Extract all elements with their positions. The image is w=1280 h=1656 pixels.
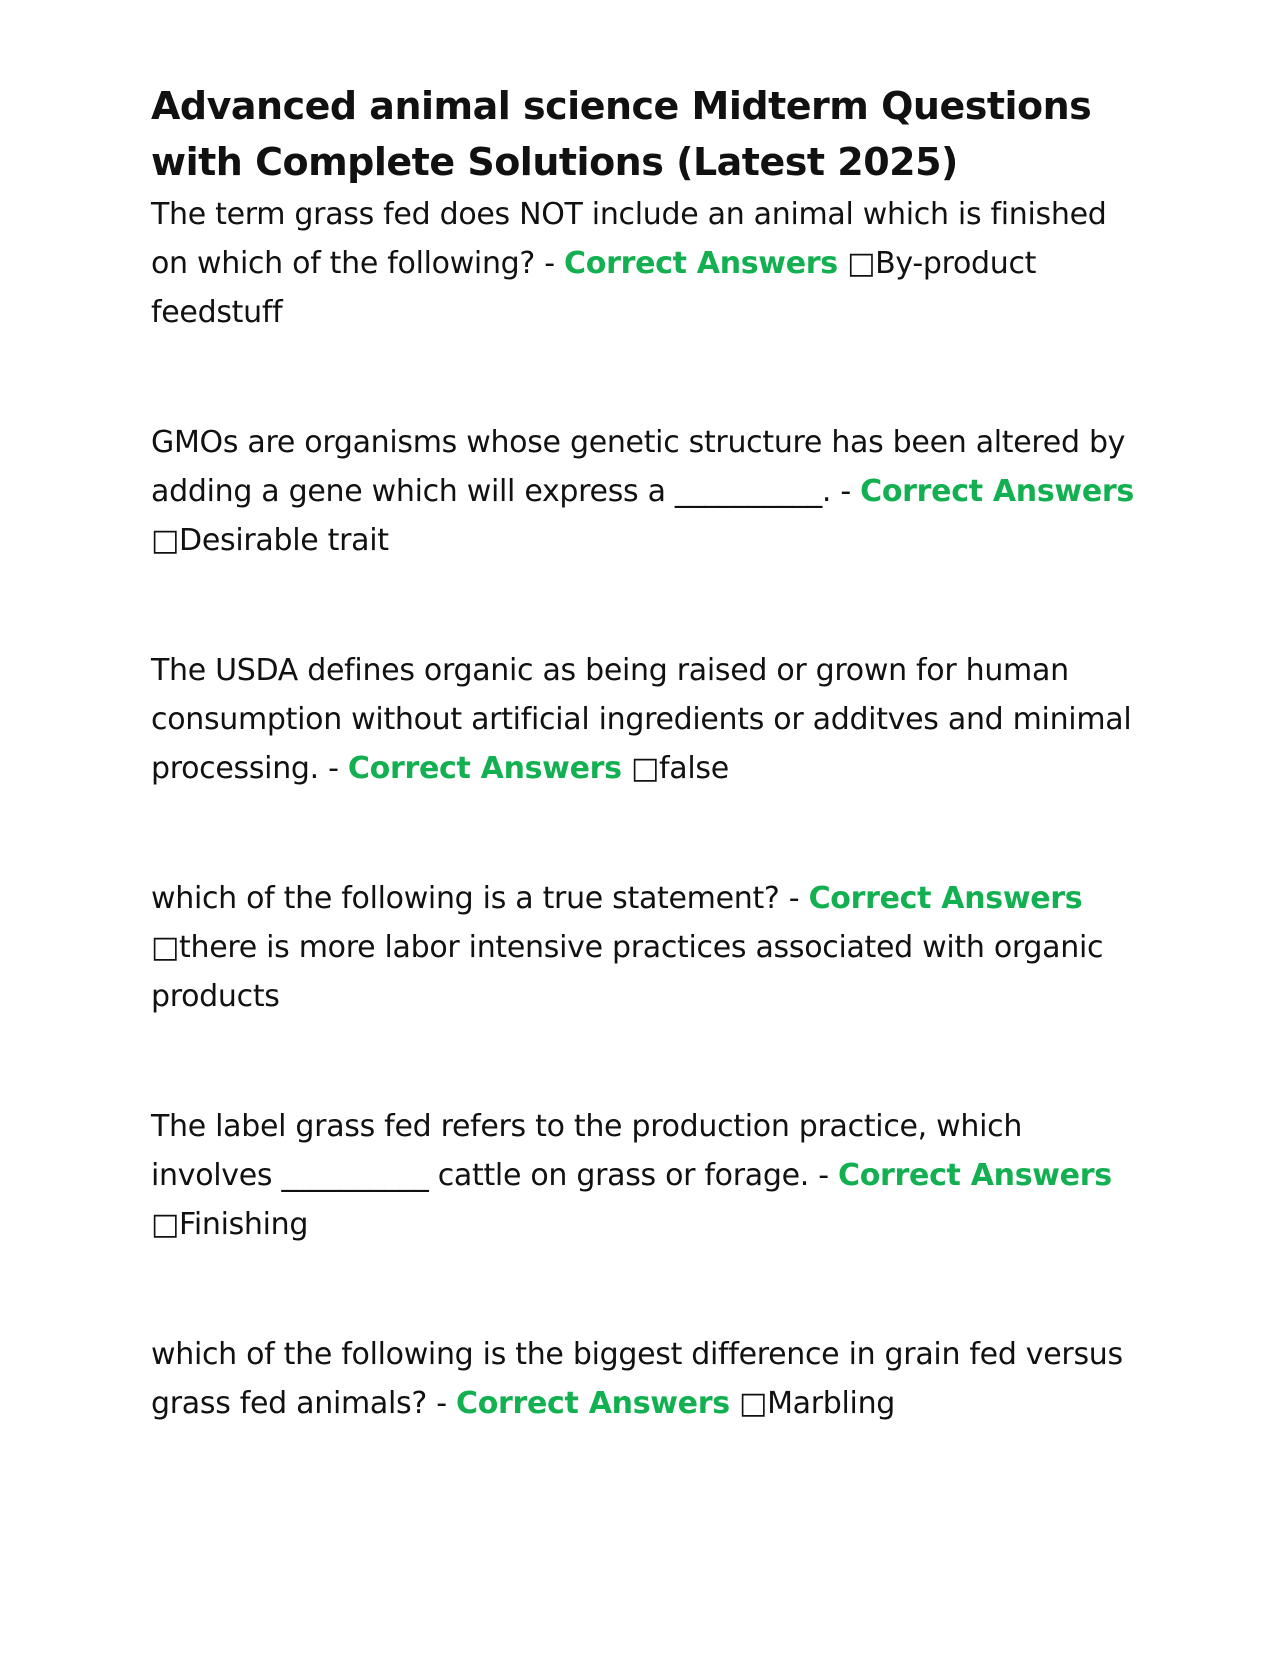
question-text: which of the following is a true statement? bbox=[151, 881, 780, 916]
correct-answers-label: Correct Answers bbox=[564, 246, 838, 281]
answer-glyph-icon: □ bbox=[847, 246, 876, 281]
question-text: The term grass fed does NOT include an animal which is finished on which of the following? bbox=[151, 197, 1107, 281]
answer-text: By-product feedstuff bbox=[151, 246, 1037, 330]
separator: - bbox=[809, 1158, 838, 1193]
answer-text: false bbox=[659, 751, 729, 786]
answer-glyph-icon: □ bbox=[151, 930, 180, 965]
separator: - bbox=[318, 751, 348, 786]
correct-answers-label: Correct Answers bbox=[838, 1158, 1112, 1193]
document-page bbox=[151, 78, 1141, 1428]
answer-glyph-icon: □ bbox=[739, 1386, 768, 1421]
correct-answers-label: Correct Answers bbox=[808, 881, 1083, 916]
question-text: The USDA defines organic as being raised or grown for human consumption without artificial ingredients or additves and minimal processing. bbox=[151, 653, 1132, 786]
answer-glyph-icon: □ bbox=[151, 1207, 180, 1242]
correct-answers-label: Correct Answers bbox=[455, 1386, 730, 1421]
correct-answers-label: Correct Answers bbox=[347, 751, 622, 786]
separator: - bbox=[535, 246, 565, 281]
question-text: which of the following is the biggest difference in grain fed versus grass fed animals? bbox=[151, 1337, 1123, 1421]
answer-glyph-icon: □ bbox=[630, 751, 659, 786]
qa-item bbox=[151, 190, 1141, 337]
qa-item bbox=[151, 418, 1141, 565]
separator: - bbox=[831, 474, 861, 509]
qa-item bbox=[151, 874, 1141, 1021]
answer-text: Finishing bbox=[179, 1207, 309, 1242]
separator: - bbox=[426, 1386, 456, 1421]
qa-item bbox=[151, 1102, 1141, 1249]
qa-item bbox=[151, 646, 1141, 793]
question-text: GMOs are organisms whose genetic structure has been altered by adding a gene which will express a __________. bbox=[151, 425, 1126, 509]
separator: - bbox=[779, 881, 809, 916]
qa-item bbox=[151, 1330, 1141, 1428]
correct-answers-label: Correct Answers bbox=[860, 474, 1134, 509]
answer-glyph-icon: □ bbox=[151, 523, 180, 558]
answer-text: Marbling bbox=[767, 1386, 896, 1421]
answer-text: Desirable trait bbox=[179, 523, 389, 558]
page-title: Advanced animal science Midterm Questions with Complete Solutions (Latest 2025) bbox=[151, 84, 1092, 184]
question-text: The label grass fed refers to the production practice, which involves __________ cattle on grass or forage. bbox=[151, 1109, 1023, 1193]
answer-text: there is more labor intensive practices associated with organic products bbox=[151, 930, 1104, 1014]
